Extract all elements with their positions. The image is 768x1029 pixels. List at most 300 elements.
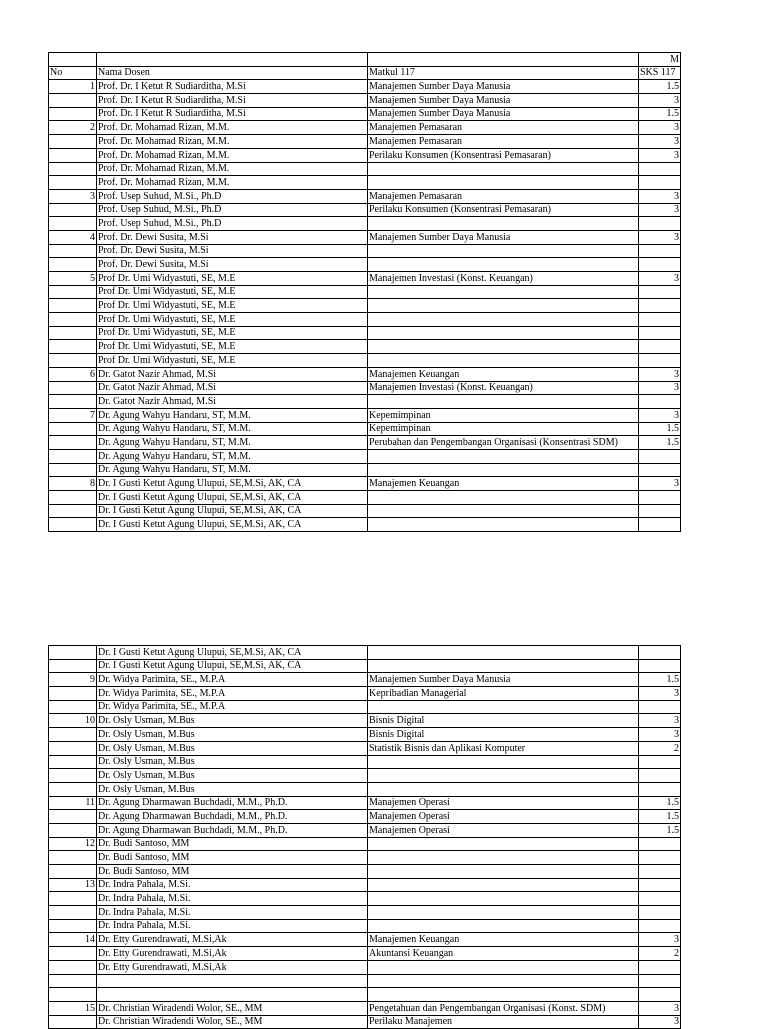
header-top-right: M	[639, 53, 681, 67]
table-row	[49, 851, 681, 865]
table-row	[49, 892, 681, 906]
table-row	[49, 755, 681, 769]
cell-nama-dosen: Prof Dr. Umi Widyastuti, SE, M.E	[97, 285, 368, 299]
cell-nama-dosen: Dr. Widya Parimita, SE., M.P.A	[97, 687, 368, 701]
cell-matkul: Manajemen Sumber Daya Manusia	[368, 673, 639, 687]
cell-no	[49, 217, 97, 231]
header-cell-empty	[49, 53, 97, 67]
cell-sks	[639, 755, 681, 769]
cell-nama-dosen: Dr. Gatot Nazir Ahmad, M.Si	[97, 395, 368, 409]
cell-sks: 1.5	[639, 422, 681, 436]
cell-sks	[639, 258, 681, 272]
cell-matkul	[368, 285, 639, 299]
cell-matkul: Bisnis Digital	[368, 714, 639, 728]
cell-sks: 1.5	[639, 673, 681, 687]
table-row	[49, 988, 681, 1002]
table-row	[49, 272, 681, 286]
cell-no: 14	[49, 933, 97, 947]
cell-nama-dosen: Dr. Budi Santoso, MM	[97, 865, 368, 879]
cell-sks	[639, 769, 681, 783]
cell-no	[49, 988, 97, 1002]
cell-no	[49, 518, 97, 532]
table-row	[49, 741, 681, 755]
cell-matkul: Manajemen Sumber Daya Manusia	[368, 80, 639, 94]
cell-no	[49, 974, 97, 988]
cell-no	[49, 313, 97, 327]
cell-matkul	[368, 504, 639, 518]
cell-sks: 2	[639, 947, 681, 961]
cell-nama-dosen: Dr. I Gusti Ketut Agung Ulupui, SE,M.Si, AK, CA	[97, 477, 368, 491]
cell-matkul	[368, 340, 639, 354]
cell-nama-dosen: Dr. Etty Gurendrawati, M.Si,Ak	[97, 933, 368, 947]
table-row	[49, 148, 681, 162]
cell-no	[49, 851, 97, 865]
cell-nama-dosen: Prof. Dr. Mohamad Rizan, M.M.	[97, 162, 368, 176]
cell-nama-dosen	[97, 988, 368, 1002]
cell-no	[49, 148, 97, 162]
cell-sks	[639, 326, 681, 340]
cell-matkul	[368, 865, 639, 879]
cell-sks	[639, 865, 681, 879]
cell-nama-dosen: Dr. Agung Wahyu Handaru, ST, M.M.	[97, 463, 368, 477]
table-row	[49, 94, 681, 108]
table-row	[49, 313, 681, 327]
table-row	[49, 449, 681, 463]
table-row	[49, 960, 681, 974]
cell-nama-dosen: Prof Dr. Umi Widyastuti, SE, M.E	[97, 340, 368, 354]
cell-nama-dosen: Dr. Indra Pahala, M.Si.	[97, 878, 368, 892]
cell-matkul	[368, 244, 639, 258]
cell-nama-dosen: Prof Dr. Umi Widyastuti, SE, M.E	[97, 299, 368, 313]
cell-nama-dosen: Prof. Dr. I Ketut R Sudiarditha, M.Si	[97, 94, 368, 108]
cell-matkul: Manajemen Sumber Daya Manusia	[368, 230, 639, 244]
table-row	[49, 974, 681, 988]
table-row	[49, 299, 681, 313]
table-row	[49, 477, 681, 491]
cell-sks	[639, 299, 681, 313]
cell-nama-dosen: Dr. Widya Parimita, SE., M.P.A	[97, 673, 368, 687]
cell-sks	[639, 354, 681, 368]
cell-matkul	[368, 659, 639, 673]
cell-nama-dosen: Dr. I Gusti Ketut Agung Ulupui, SE,M.Si, AK, CA	[97, 659, 368, 673]
cell-matkul: Manajemen Sumber Daya Manusia	[368, 94, 639, 108]
cell-nama-dosen: Prof. Usep Suhud, M.Si., Ph.D	[97, 189, 368, 203]
cell-matkul: Manajemen Pemasaran	[368, 121, 639, 135]
cell-sks: 3	[639, 272, 681, 286]
cell-sks	[639, 837, 681, 851]
cell-nama-dosen: Prof. Dr. I Ketut R Sudiarditha, M.Si	[97, 80, 368, 94]
cell-matkul: Manajemen Keuangan	[368, 477, 639, 491]
cell-matkul	[368, 892, 639, 906]
cell-matkul: Pengetahuan dan Pengembangan Organisasi (Konst. SDM)	[368, 1001, 639, 1015]
table-row	[49, 244, 681, 258]
cell-nama-dosen: Dr. Agung Dharmawan Buchdadi, M.M., Ph.D.	[97, 823, 368, 837]
cell-nama-dosen: Prof. Dr. Dewi Susita, M.Si	[97, 230, 368, 244]
table-body-page-2	[49, 646, 681, 1029]
table-row	[49, 646, 681, 660]
cell-no: 7	[49, 408, 97, 422]
cell-matkul	[368, 463, 639, 477]
cell-matkul	[368, 837, 639, 851]
cell-sks	[639, 646, 681, 660]
cell-matkul	[368, 755, 639, 769]
table-row	[49, 823, 681, 837]
cell-nama-dosen: Dr. Budi Santoso, MM	[97, 837, 368, 851]
cell-nama-dosen: Prof. Usep Suhud, M.Si., Ph.D	[97, 217, 368, 231]
cell-sks	[639, 449, 681, 463]
lecturer-table-page-2	[48, 645, 681, 1029]
table-row	[49, 687, 681, 701]
cell-sks: 3	[639, 121, 681, 135]
table-row	[49, 714, 681, 728]
cell-sks	[639, 285, 681, 299]
cell-sks: 3	[639, 408, 681, 422]
table-header-row	[49, 66, 681, 80]
cell-no: 1	[49, 80, 97, 94]
cell-sks	[639, 892, 681, 906]
cell-sks	[639, 313, 681, 327]
cell-matkul	[368, 851, 639, 865]
cell-sks	[639, 340, 681, 354]
cell-sks: 3	[639, 381, 681, 395]
cell-no	[49, 1015, 97, 1029]
table-row	[49, 933, 681, 947]
cell-sks	[639, 491, 681, 505]
cell-sks: 1.5	[639, 823, 681, 837]
cell-sks: 3	[639, 728, 681, 742]
cell-matkul: Perilaku Manajemen	[368, 1015, 639, 1029]
cell-matkul	[368, 395, 639, 409]
cell-matkul	[368, 162, 639, 176]
cell-no: 6	[49, 367, 97, 381]
cell-sks: 1.5	[639, 796, 681, 810]
cell-no: 8	[49, 477, 97, 491]
table-row	[49, 107, 681, 121]
table-row	[49, 354, 681, 368]
table-row	[49, 121, 681, 135]
cell-sks: 3	[639, 933, 681, 947]
cell-matkul: Perilaku Konsumen (Konsentrasi Pemasaran)	[368, 148, 639, 162]
header-cell-empty	[368, 53, 639, 67]
cell-matkul: Manajemen Operasi	[368, 810, 639, 824]
cell-nama-dosen: Dr. Budi Santoso, MM	[97, 851, 368, 865]
cell-matkul	[368, 988, 639, 1002]
cell-nama-dosen: Dr. Agung Wahyu Handaru, ST, M.M.	[97, 436, 368, 450]
table-row	[49, 463, 681, 477]
table-row	[49, 176, 681, 190]
cell-matkul	[368, 878, 639, 892]
table-header-top-row	[49, 53, 681, 67]
cell-nama-dosen: Prof. Dr. I Ketut R Sudiarditha, M.Si	[97, 107, 368, 121]
table-row	[49, 878, 681, 892]
table-row	[49, 203, 681, 217]
lecturer-table-page-1	[48, 52, 681, 532]
table-row	[49, 395, 681, 409]
cell-sks: 3	[639, 1015, 681, 1029]
cell-matkul: Manajemen Keuangan	[368, 367, 639, 381]
header-sks: SKS 117	[639, 66, 681, 80]
table-row	[49, 673, 681, 687]
table-row	[49, 1001, 681, 1015]
cell-sks: 3	[639, 1001, 681, 1015]
cell-matkul: Manajemen Investasi (Konst. Keuangan)	[368, 272, 639, 286]
table-row	[49, 135, 681, 149]
table-row	[49, 189, 681, 203]
cell-matkul: Kepemimpinan	[368, 422, 639, 436]
table-row	[49, 659, 681, 673]
table-row	[49, 80, 681, 94]
cell-sks: 3	[639, 714, 681, 728]
table-row	[49, 230, 681, 244]
cell-sks: 1.5	[639, 80, 681, 94]
table-row	[49, 769, 681, 783]
cell-sks	[639, 176, 681, 190]
cell-no: 2	[49, 121, 97, 135]
cell-matkul	[368, 646, 639, 660]
cell-nama-dosen: Prof. Dr. Dewi Susita, M.Si	[97, 244, 368, 258]
cell-no	[49, 176, 97, 190]
cell-sks: 3	[639, 687, 681, 701]
cell-no: 10	[49, 714, 97, 728]
cell-no: 15	[49, 1001, 97, 1015]
table-row	[49, 782, 681, 796]
cell-matkul	[368, 906, 639, 920]
cell-no	[49, 244, 97, 258]
cell-sks	[639, 463, 681, 477]
table-row	[49, 700, 681, 714]
cell-matkul	[368, 782, 639, 796]
cell-sks: 3	[639, 148, 681, 162]
cell-sks: 2	[639, 741, 681, 755]
cell-no	[49, 299, 97, 313]
cell-matkul	[368, 769, 639, 783]
cell-nama-dosen: Prof. Dr. Mohamad Rizan, M.M.	[97, 148, 368, 162]
cell-nama-dosen: Dr. Agung Wahyu Handaru, ST, M.M.	[97, 408, 368, 422]
cell-sks	[639, 244, 681, 258]
cell-matkul	[368, 176, 639, 190]
cell-no	[49, 107, 97, 121]
cell-matkul: Manajemen Operasi	[368, 823, 639, 837]
cell-no	[49, 755, 97, 769]
cell-sks	[639, 906, 681, 920]
table-body-page-1	[49, 53, 681, 532]
cell-nama-dosen: Dr. Widya Parimita, SE., M.P.A	[97, 700, 368, 714]
cell-no	[49, 646, 97, 660]
cell-matkul: Manajemen Pemasaran	[368, 189, 639, 203]
cell-nama-dosen: Dr. Osly Usman, M.Bus	[97, 741, 368, 755]
cell-matkul	[368, 974, 639, 988]
cell-matkul	[368, 326, 639, 340]
cell-nama-dosen: Dr. Indra Pahala, M.Si.	[97, 892, 368, 906]
cell-no	[49, 258, 97, 272]
cell-no	[49, 659, 97, 673]
cell-sks	[639, 162, 681, 176]
table-row	[49, 947, 681, 961]
cell-sks: 3	[639, 94, 681, 108]
header-nama-dosen: Nama Dosen	[97, 66, 368, 80]
cell-no: 4	[49, 230, 97, 244]
cell-no	[49, 381, 97, 395]
cell-nama-dosen: Dr. I Gusti Ketut Agung Ulupui, SE,M.Si, AK, CA	[97, 518, 368, 532]
cell-nama-dosen: Prof Dr. Umi Widyastuti, SE, M.E	[97, 326, 368, 340]
cell-sks	[639, 659, 681, 673]
cell-no	[49, 491, 97, 505]
cell-nama-dosen: Dr. Etty Gurendrawati, M.Si,Ak	[97, 947, 368, 961]
cell-sks: 3	[639, 203, 681, 217]
cell-matkul: Manajemen Pemasaran	[368, 135, 639, 149]
cell-matkul: Manajemen Sumber Daya Manusia	[368, 107, 639, 121]
cell-nama-dosen: Prof. Dr. Mohamad Rizan, M.M.	[97, 121, 368, 135]
cell-nama-dosen: Dr. Osly Usman, M.Bus	[97, 728, 368, 742]
table-row	[49, 326, 681, 340]
table-row	[49, 491, 681, 505]
cell-no	[49, 285, 97, 299]
cell-sks	[639, 782, 681, 796]
table-row	[49, 381, 681, 395]
cell-sks	[639, 974, 681, 988]
cell-nama-dosen: Prof. Dr. Dewi Susita, M.Si	[97, 258, 368, 272]
cell-nama-dosen: Prof. Dr. Mohamad Rizan, M.M.	[97, 176, 368, 190]
cell-nama-dosen: Prof. Usep Suhud, M.Si., Ph.D	[97, 203, 368, 217]
cell-sks	[639, 878, 681, 892]
table-row	[49, 162, 681, 176]
cell-nama-dosen: Dr. Osly Usman, M.Bus	[97, 769, 368, 783]
header-cell-empty	[97, 53, 368, 67]
cell-matkul	[368, 217, 639, 231]
cell-nama-dosen: Dr. I Gusti Ketut Agung Ulupui, SE,M.Si, AK, CA	[97, 646, 368, 660]
cell-sks: 1.5	[639, 107, 681, 121]
cell-sks	[639, 988, 681, 1002]
cell-nama-dosen: Dr. I Gusti Ketut Agung Ulupui, SE,M.Si, AK, CA	[97, 504, 368, 518]
table-row	[49, 728, 681, 742]
cell-no	[49, 741, 97, 755]
cell-no	[49, 162, 97, 176]
cell-sks: 3	[639, 189, 681, 203]
cell-nama-dosen: Prof Dr. Umi Widyastuti, SE, M.E	[97, 272, 368, 286]
table-row	[49, 217, 681, 231]
cell-nama-dosen: Dr. Agung Dharmawan Buchdadi, M.M., Ph.D.	[97, 810, 368, 824]
table-row	[49, 810, 681, 824]
cell-no	[49, 436, 97, 450]
cell-matkul: Manajemen Operasi	[368, 796, 639, 810]
cell-matkul	[368, 449, 639, 463]
cell-matkul	[368, 258, 639, 272]
cell-matkul	[368, 919, 639, 933]
cell-nama-dosen: Prof Dr. Umi Widyastuti, SE, M.E	[97, 354, 368, 368]
table-row	[49, 919, 681, 933]
cell-sks: 3	[639, 135, 681, 149]
cell-nama-dosen: Dr. Gatot Nazir Ahmad, M.Si	[97, 367, 368, 381]
cell-nama-dosen: Dr. Osly Usman, M.Bus	[97, 782, 368, 796]
cell-no	[49, 782, 97, 796]
cell-nama-dosen: Prof Dr. Umi Widyastuti, SE, M.E	[97, 313, 368, 327]
header-matkul: Matkul 117	[368, 66, 639, 80]
cell-no	[49, 326, 97, 340]
cell-sks	[639, 919, 681, 933]
cell-no	[49, 463, 97, 477]
cell-nama-dosen: Dr. Osly Usman, M.Bus	[97, 755, 368, 769]
cell-no	[49, 203, 97, 217]
table-row	[49, 906, 681, 920]
cell-no: 13	[49, 878, 97, 892]
cell-nama-dosen: Dr. Agung Dharmawan Buchdadi, M.M., Ph.D.	[97, 796, 368, 810]
cell-nama-dosen: Prof. Dr. Mohamad Rizan, M.M.	[97, 135, 368, 149]
cell-nama-dosen: Dr. I Gusti Ketut Agung Ulupui, SE,M.Si, AK, CA	[97, 491, 368, 505]
cell-sks: 1.5	[639, 436, 681, 450]
cell-nama-dosen: Dr. Christian Wiradendi Wolor, SE., MM	[97, 1001, 368, 1015]
cell-no	[49, 892, 97, 906]
table-row	[49, 258, 681, 272]
table-row	[49, 796, 681, 810]
cell-sks: 3	[639, 367, 681, 381]
cell-no	[49, 823, 97, 837]
cell-nama-dosen: Dr. Gatot Nazir Ahmad, M.Si	[97, 381, 368, 395]
cell-matkul	[368, 354, 639, 368]
cell-matkul	[368, 313, 639, 327]
cell-no: 11	[49, 796, 97, 810]
cell-no	[49, 687, 97, 701]
table-row	[49, 837, 681, 851]
cell-no	[49, 135, 97, 149]
cell-nama-dosen	[97, 974, 368, 988]
cell-no	[49, 865, 97, 879]
cell-matkul: Kepemimpinan	[368, 408, 639, 422]
cell-sks: 3	[639, 230, 681, 244]
cell-sks	[639, 960, 681, 974]
cell-sks: 3	[639, 477, 681, 491]
table-row	[49, 340, 681, 354]
cell-nama-dosen: Dr. Agung Wahyu Handaru, ST, M.M.	[97, 422, 368, 436]
cell-matkul	[368, 700, 639, 714]
cell-no	[49, 94, 97, 108]
cell-sks: 1.5	[639, 810, 681, 824]
cell-sks	[639, 518, 681, 532]
cell-sks	[639, 504, 681, 518]
cell-no: 9	[49, 673, 97, 687]
table-row	[49, 422, 681, 436]
cell-no	[49, 395, 97, 409]
cell-matkul	[368, 491, 639, 505]
cell-no: 12	[49, 837, 97, 851]
cell-no	[49, 810, 97, 824]
cell-sks	[639, 851, 681, 865]
cell-nama-dosen: Dr. Osly Usman, M.Bus	[97, 714, 368, 728]
cell-no	[49, 906, 97, 920]
cell-matkul: Perilaku Konsumen (Konsentrasi Pemasaran)	[368, 203, 639, 217]
cell-nama-dosen: Dr. Indra Pahala, M.Si.	[97, 919, 368, 933]
cell-no: 3	[49, 189, 97, 203]
cell-nama-dosen: Dr. Etty Gurendrawati, M.Si,Ak	[97, 960, 368, 974]
cell-no: 5	[49, 272, 97, 286]
header-no: No	[49, 66, 97, 80]
table-row	[49, 285, 681, 299]
cell-no	[49, 947, 97, 961]
cell-no	[49, 354, 97, 368]
cell-no	[49, 449, 97, 463]
cell-no	[49, 769, 97, 783]
cell-matkul: Manajemen Keuangan	[368, 933, 639, 947]
cell-no	[49, 919, 97, 933]
table-row	[49, 518, 681, 532]
table-row	[49, 865, 681, 879]
table-row	[49, 367, 681, 381]
table-row	[49, 504, 681, 518]
cell-nama-dosen: Dr. Indra Pahala, M.Si.	[97, 906, 368, 920]
cell-sks	[639, 395, 681, 409]
cell-matkul: Akuntansi Keuangan	[368, 947, 639, 961]
table-row	[49, 408, 681, 422]
cell-no	[49, 728, 97, 742]
